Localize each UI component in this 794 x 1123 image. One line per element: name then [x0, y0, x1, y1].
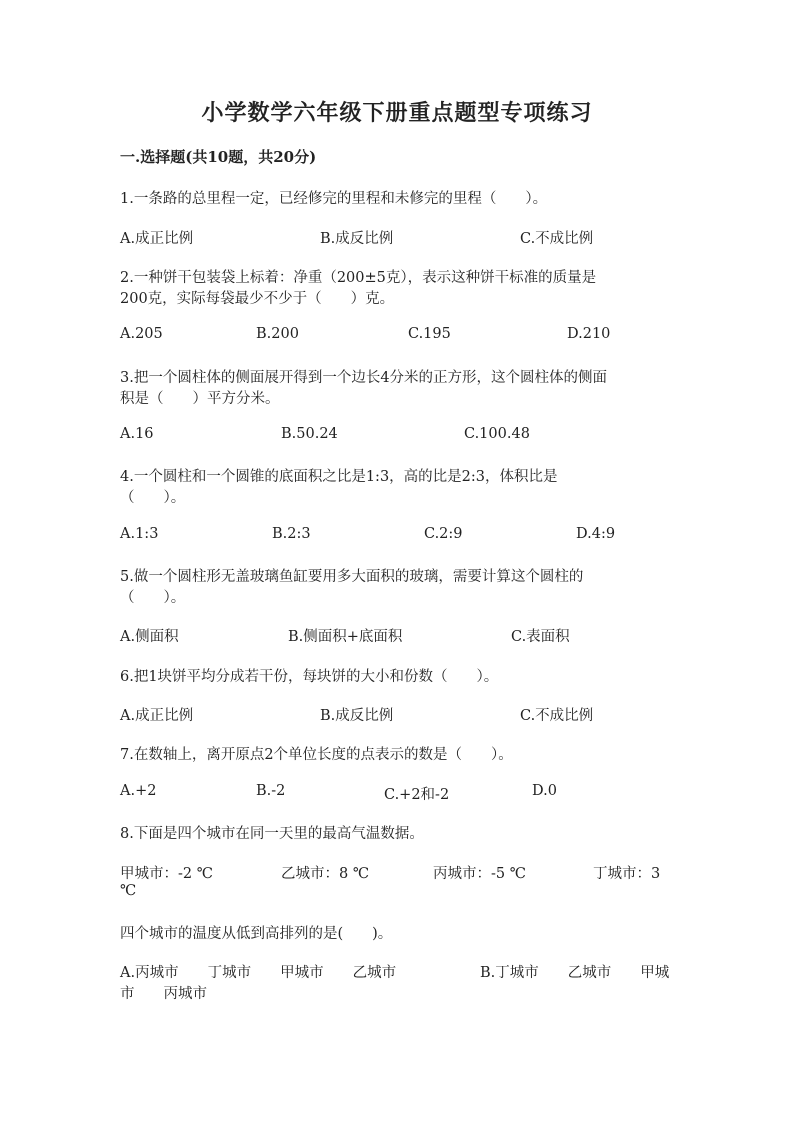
q7-option-b: B.-2: [256, 783, 286, 799]
question-7: 7.在数轴上，离开原点2个单位长度的点表示的数是（ ）。: [120, 747, 513, 763]
q5-option-b: B.侧面积+底面积: [288, 629, 403, 645]
q4-option-c: C.2:9: [424, 526, 463, 542]
q8-city-ding: 丁城市：3: [593, 866, 661, 882]
question-4-line-1: 4.一个圆柱和一个圆锥的底面积之比是1:3，高的比是2:3，体积比是: [120, 469, 558, 485]
q8-city-ding-unit: ℃: [120, 883, 137, 899]
q3-option-c: C.100.48: [464, 426, 530, 442]
question-5-line-1: 5.做一个圆柱形无盖玻璃鱼缸要用多大面积的玻璃，需要计算这个圆柱的: [120, 569, 584, 585]
q5-option-a: A.侧面积: [120, 629, 179, 645]
q1-option-a: A.成正比例: [120, 231, 194, 247]
q8-option-a: A.丙城市 丁城市 甲城市 乙城市: [120, 965, 397, 981]
q3-option-b: B.50.24: [281, 426, 338, 442]
q8-city-bing: 丙城市：-5 ℃: [433, 866, 526, 882]
q8-city-yi: 乙城市：8 ℃: [281, 866, 370, 882]
question-2-line-2: 200克，实际每袋最少不少于（ ）克。: [120, 291, 395, 307]
question-2-line-1: 2.一种饼干包装袋上标着：净重（200±5克），表示这种饼干标准的质量是: [120, 270, 597, 286]
question-8: 8.下面是四个城市在同一天里的最高气温数据。: [120, 826, 424, 842]
q7-option-a: A.+2: [120, 783, 157, 799]
q2-option-a: A.205: [120, 326, 163, 342]
question-3-line-1: 3.把一个圆柱体的侧面展开得到一个边长4分米的正方形，这个圆柱体的侧面: [120, 370, 608, 386]
question-4-line-2: （ ）。: [120, 490, 186, 506]
q3-option-a: A.16: [120, 426, 154, 442]
q8-option-b-wrap: 市 丙城市: [120, 986, 207, 1002]
q2-option-c: C.195: [408, 326, 451, 342]
section-heading: 一.选择题(共10题，共20分): [120, 148, 317, 166]
q4-option-d: D.4:9: [576, 526, 616, 542]
question-8-prompt: 四个城市的温度从低到高排列的是( )。: [120, 926, 393, 942]
page-title: 小学数学六年级下册重点题型专项练习: [201, 100, 593, 126]
q2-option-b: B.200: [256, 326, 299, 342]
q8-city-jia: 甲城市：-2 ℃: [120, 866, 213, 882]
q1-option-c: C.不成比例: [520, 231, 594, 247]
q7-option-d: D.0: [532, 783, 557, 799]
q1-option-b: B.成反比例: [320, 231, 394, 247]
q8-option-b: B.丁城市 乙城市 甲城: [480, 965, 670, 981]
q7-option-c: C.+2和-2: [384, 787, 450, 803]
q6-option-a: A.成正比例: [120, 708, 194, 724]
question-3-line-2: 积是（ ）平方分米。: [120, 391, 280, 407]
question-1: 1.一条路的总里程一定，已经修完的里程和未修完的里程（ ）。: [120, 191, 548, 207]
q6-option-b: B.成反比例: [320, 708, 394, 724]
q2-option-d: D.210: [567, 326, 611, 342]
question-6: 6.把1块饼平均分成若干份，每块饼的大小和份数（ ）。: [120, 669, 499, 685]
question-5-line-2: （ ）。: [120, 590, 186, 606]
q5-option-c: C.表面积: [511, 629, 570, 645]
q4-option-b: B.2:3: [272, 526, 311, 542]
q4-option-a: A.1:3: [120, 526, 159, 542]
q6-option-c: C.不成比例: [520, 708, 594, 724]
